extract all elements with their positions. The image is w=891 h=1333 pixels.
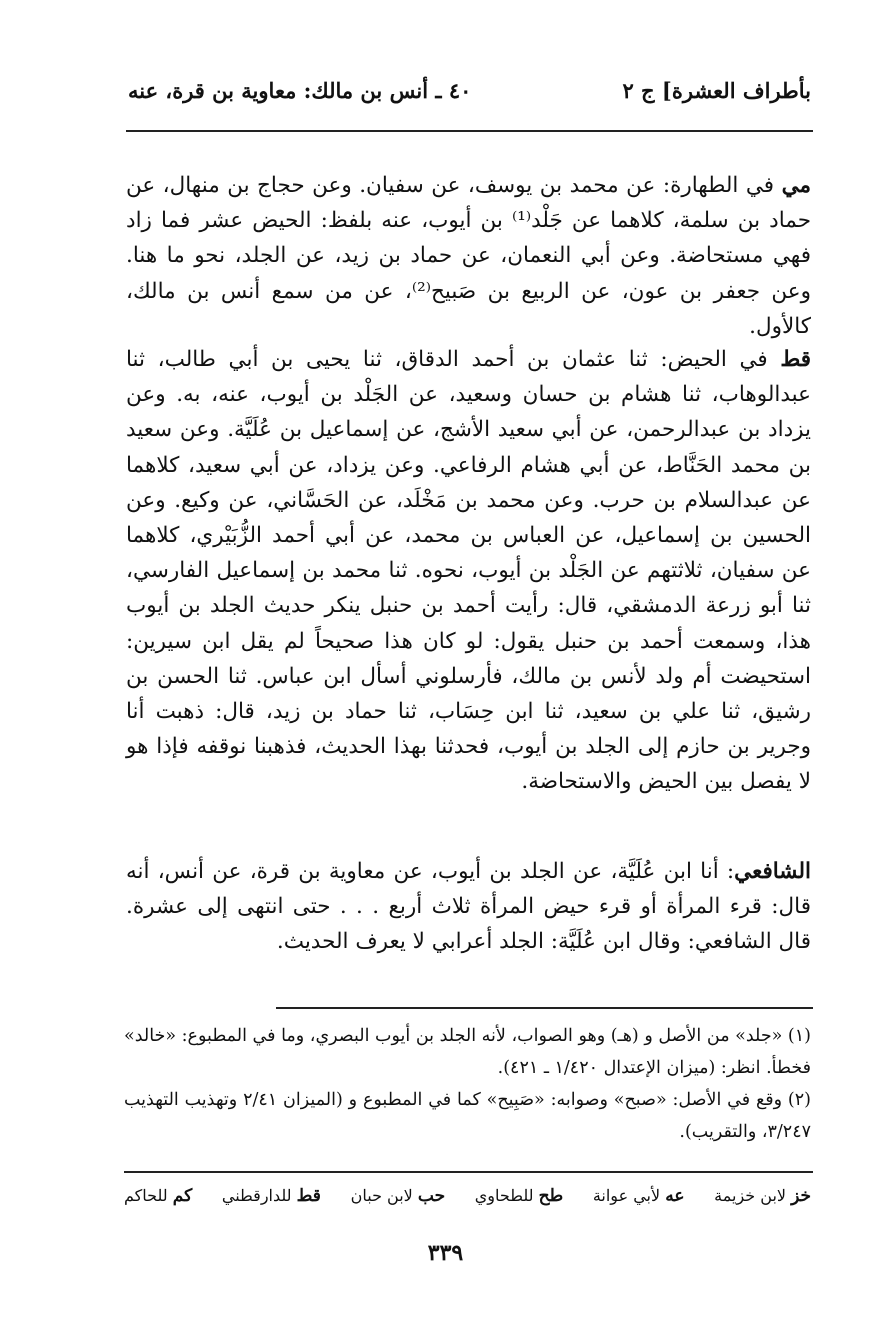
paragraph-shafii xyxy=(126,854,811,960)
abbreviations-divider xyxy=(124,1171,813,1173)
abbreviation-item: حب لابن حبان xyxy=(350,1186,446,1206)
paragraph-text: : أنا ابن عُلَيَّة، عن الجلد بن أيوب، عن معاوية بن قرة، عن أنس، أنه قال: قرء المرأة أو قرء حيض المرأة ثلاث أربع . . . حتى انتهى إلى عشرة. قال الشافعي: وقال ابن عُلَيَّة: الجلد أعرابي لا يعرف الحديث. xyxy=(126,859,811,955)
page-number: ٣٣٩ xyxy=(427,1240,464,1266)
paragraph-qt xyxy=(126,342,811,800)
abbreviation-item: خز لابن خزيمة xyxy=(714,1186,811,1206)
footnote-1: (١) «جلد» من الأصل و (هـ) وهو الصواب، لأنه الجلد بن أيوب البصري، وما في المطبوع: «خالد» فخطأ. انظر: (ميزان الإعتدال ١/٤٢٠ ـ ٤٢١). xyxy=(124,1026,811,1078)
footnote-divider xyxy=(276,1007,813,1009)
abbreviation-item: كم للحاكم xyxy=(124,1186,193,1206)
paragraph-mi xyxy=(126,168,811,344)
header-divider xyxy=(126,130,813,132)
source-code-qt: قط xyxy=(780,347,811,372)
header-book-title: بأطراف العشرة] ج ٢ xyxy=(622,78,811,103)
running-header xyxy=(128,78,811,103)
source-code-shafii: الشافعي xyxy=(734,859,811,884)
paragraph-text: في الحيض: ثنا عثمان بن أحمد الدقاق، ثنا يحيى بن أبي طالب، ثنا عبدالوهاب، ثنا هشام بن حسان وسعيد، عن الجَلْد بن أيوب، عنه، به. وعن يزداد بن عبدالرحمن، عن أبي سعيد الأشج، عن إسماعيل بن عُلَيَّة. وعن سعيد بن محمد الحَنَّاط، عن أبي هشام الرفاعي. وعن يزداد، عن أبي سعيد، كلاهما عن عبدالسلام بن حرب. وعن محمد بن مَخْلَد، عن الحَسَّاني، عن وكيع. وعن الحسين بن إسماعيل، عن العباس بن محمد، عن أبي أحمد الزُّبَيْري، كلاهما عن سفيان، ثلاثتهم عن الجَلْد بن أيوب، نحوه. ثنا محمد بن إسماعيل الفارسي، ثنا أبو زرعة الدمشقي، قال: رأيت أحمد بن حنبل ينكر حديث الجلد بن أيوب هذا، وسمعت أحمد بن حنبل يقول: لو كان هذا صحيحاً لم يقل ابن سيرين: استحيضت أم ولد لأنس بن مالك، فأرسلوني أسأل ابن عباس. ثنا الحسن بن رشيق، ثنا علي بن سعيد، ثنا ابن حِسَاب، ثنا حماد بن زيد، قال: ذهبت أنا وجرير بن حازم إلى الجلد بن أيوب، فحدثنا بهذا الحديث، فذهبنا نوقفه فإذا هو لا يفصل بين الحيض والاستحاضة. xyxy=(126,347,811,795)
abbreviations-legend xyxy=(124,1186,811,1206)
abbreviation-item: قط للدارقطني xyxy=(221,1186,321,1206)
abbreviation-item: طح للطحاوي xyxy=(474,1186,564,1206)
footnotes xyxy=(124,1020,811,1148)
paragraph-text: في الطهارة: عن محمد بن يوسف، عن سفيان. وعن حجاج بن منهال، عن حماد بن سلمة، كلاهما عن جَلْد⁽¹⁾ بن أيوب، عنه بلفظ: الحيض عشر فما زاد فهي مستحاضة. وعن أبي النعمان، عن حماد بن زيد، عن الجلد، نحو ما هنا. وعن جعفر بن عون، عن الربيع بن صَبيح⁽²⁾، عن من سمع أنس بن مالك، كالأول. xyxy=(126,173,812,339)
abbreviation-item: عه لأبي عوانة xyxy=(592,1186,685,1206)
source-code-mi: مي xyxy=(781,173,811,198)
footnote-2: (٢) وقع في الأصل: «صبح» وصوابه: «صَبِيح» كما في المطبوع و (الميزان ٢/٤١ وتهذيب التهذيب ٣/٢٤٧، والتقريب). xyxy=(124,1090,811,1142)
header-section-title: ٤٠ ـ أنس بن مالك: معاوية بن قرة، عنه xyxy=(128,78,472,103)
